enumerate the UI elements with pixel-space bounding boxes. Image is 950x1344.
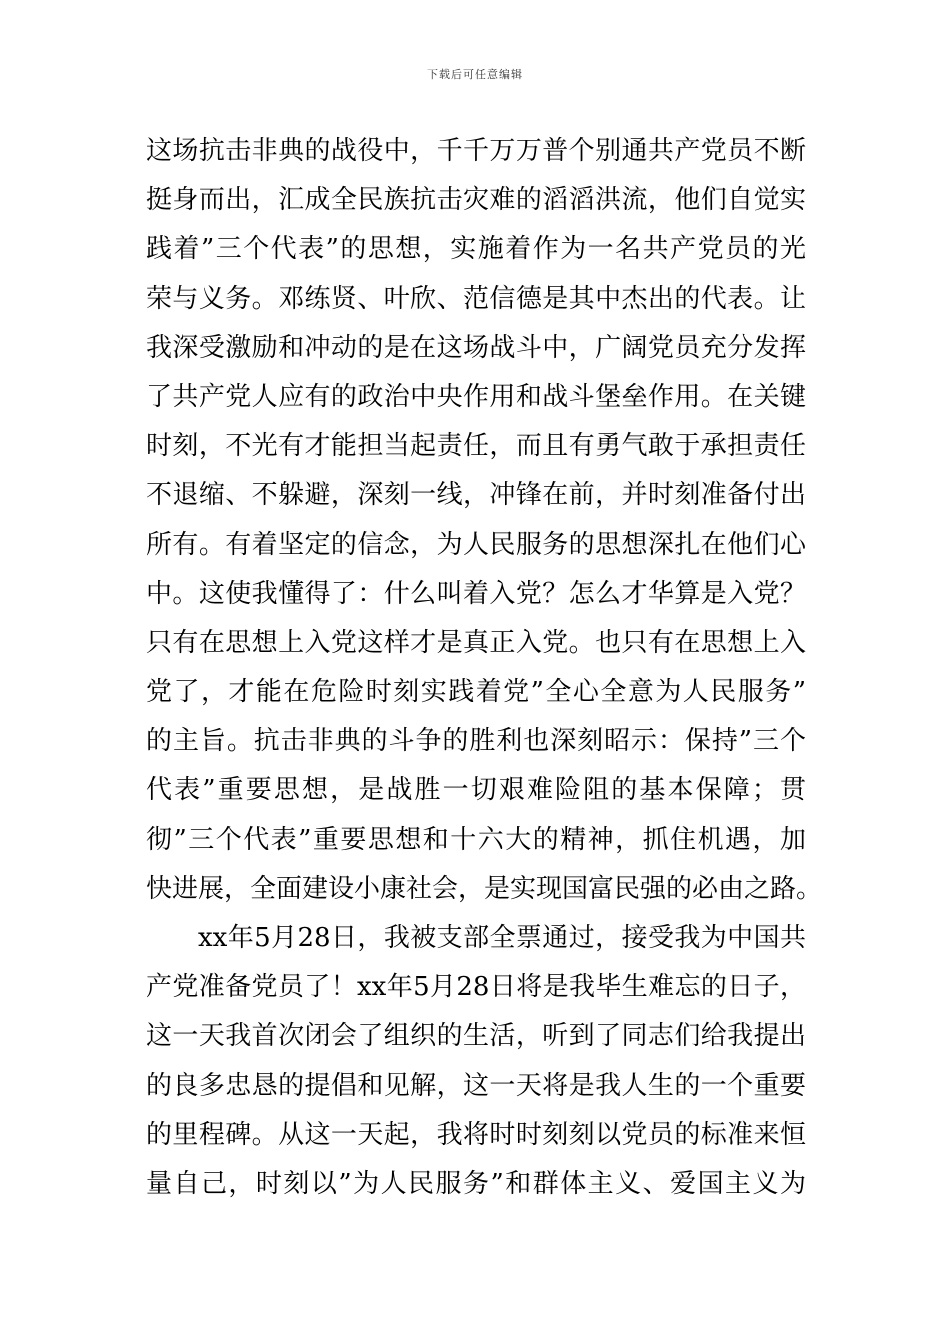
text-line: xx年5月28日，我被支部全票通过，接受我为中国共 xyxy=(198,923,806,953)
text-line: 践着”三个代表”的思想，实施着作为一名共产党员的光 xyxy=(146,234,806,265)
text-line: 这场抗击非典的战役中，千千万万普个别通共产党员不断 xyxy=(146,136,806,166)
text-line: 所有。有着坚定的信念，为人民服务的思想深扎在他们心 xyxy=(146,529,806,560)
text-line: 时刻，不光有才能担当起责任，而且有勇气敢于承担责任 xyxy=(146,431,806,462)
text-line: 不退缩、不躲避，深刻一线，冲锋在前，并时刻准备付出 xyxy=(146,480,806,511)
text-line: 代表”重要思想，是战胜一切艰难险阻的基本保障；贯 xyxy=(146,775,806,806)
text-line: 中。这使我懂得了：什么叫着入党？怎么才华算是入党？ xyxy=(146,578,806,609)
text-line: 快进展，全面建设小康社会，是实现国富民强的必由之路。 xyxy=(146,873,823,904)
text-line: 只有在思想上入党这样才是真正入党。也只有在思想上入 xyxy=(146,627,806,658)
text-line: 量自己，时刻以”为人民服务”和群体主义、爱国主义为 xyxy=(146,1168,806,1199)
text-line: 产党准备党员了！xx年5月28日将是我毕生难忘的日子， xyxy=(146,972,806,1003)
text-line: 的主旨。抗击非典的斗争的胜利也深刻昭示：保持”三个 xyxy=(146,726,806,757)
text-line: 党了，才能在危险时刻实践着党”全心全意为人民服务” xyxy=(146,677,806,708)
text-line: 我深受激励和冲动的是在这场战斗中，广阔党员充分发挥 xyxy=(146,332,806,363)
text-line: 挺身而出，汇成全民族抗击灾难的滔滔洪流，他们自觉实 xyxy=(146,185,806,216)
text-line: 荣与义务。邓练贤、叶欣、范信德是其中杰出的代表。让 xyxy=(146,283,806,314)
text-line: 彻”三个代表”重要思想和十六大的精神，抓住机遇，加 xyxy=(146,824,806,855)
text-line: 的良多忠恳的提倡和见解，这一天将是我人生的一个重要 xyxy=(146,1070,806,1101)
text-line: 这一天我首次闭会了组织的生活，听到了同志们给我提出 xyxy=(146,1021,806,1052)
text-line: 的里程碑。从这一天起，我将时时刻刻以党员的标准来恒 xyxy=(146,1119,806,1150)
document-body xyxy=(146,127,823,1209)
text-line: 了共产党人应有的政治中央作用和战斗堡垒作用。在关键 xyxy=(146,381,806,412)
header-note: 下载后可任意编辑 xyxy=(427,68,523,81)
